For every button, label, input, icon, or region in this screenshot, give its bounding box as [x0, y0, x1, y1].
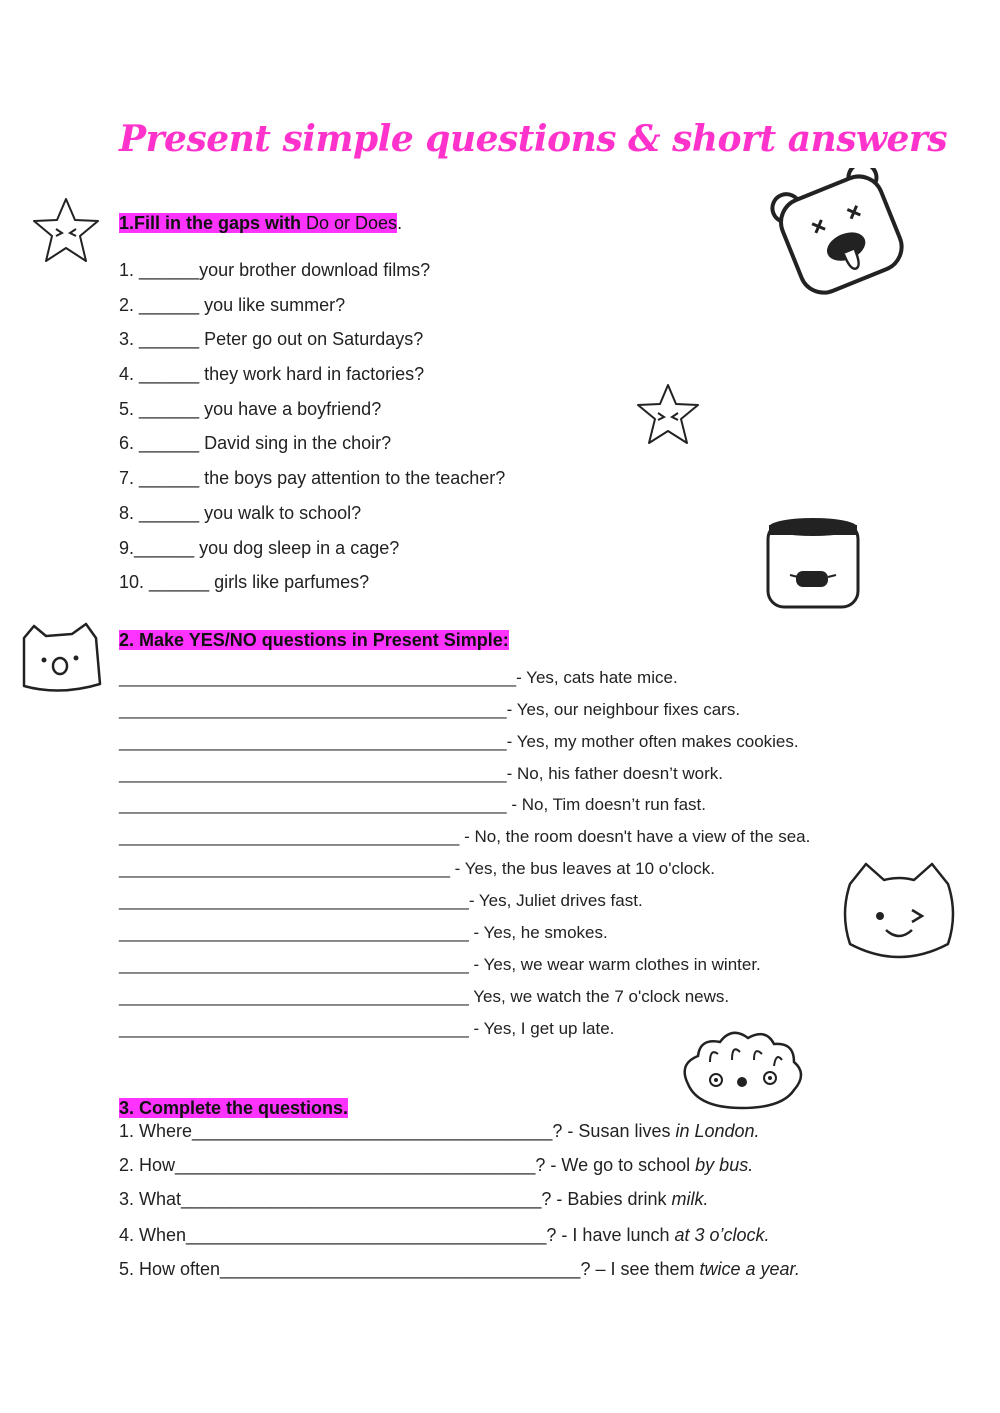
section2-heading — [119, 630, 509, 651]
answer-italic: by bus. — [695, 1155, 754, 1175]
list-item: _________________________________________- No, his father doesn’t work. — [119, 764, 724, 783]
page-title: Present simple questions & short answers — [119, 118, 948, 160]
list-item: 9.______ you dog sleep in a cage? — [119, 538, 400, 558]
list-item: 10. ______ girls like parfumes? — [119, 572, 370, 592]
list-item: _____________________________________ - Yes, he smokes. — [119, 923, 608, 942]
cloud-face-icon — [676, 1024, 810, 1116]
list-item — [119, 1121, 760, 1142]
list-item: __________________________________________- Yes, cats hate mice. — [119, 668, 678, 687]
section1-heading — [119, 213, 402, 234]
section1-heading-dot: . — [397, 213, 403, 233]
list-item: 8. ______ you walk to school? — [119, 503, 362, 523]
answer-italic: twice a year. — [699, 1259, 800, 1279]
section1-heading-highlight — [119, 213, 397, 233]
list-item: _____________________________________ Yes, we watch the 7 o'clock news. — [119, 987, 730, 1006]
list-item — [119, 1259, 800, 1280]
section1-heading-plain: Do or Does — [301, 213, 398, 233]
bear-face-icon — [770, 168, 910, 300]
list-item: 3. ______ Peter go out on Saturdays? — [119, 329, 424, 349]
star-face-icon — [28, 193, 104, 269]
list-item — [119, 1225, 770, 1246]
list-item — [119, 1155, 753, 1176]
list-item: 6. ______ David sing in the choir? — [119, 433, 392, 453]
section2-heading-highlight — [119, 630, 509, 650]
section3-heading-text: 3. Complete the questions. — [119, 1098, 349, 1118]
section3-heading — [119, 1098, 348, 1119]
jar-face-icon — [762, 515, 864, 613]
list-item: 5. ______ you have a boyfriend? — [119, 399, 382, 419]
answer-italic: at 3 o’clock. — [674, 1225, 770, 1245]
winking-cat-icon — [836, 858, 962, 970]
cat-face-icon — [14, 620, 106, 698]
list-item: _____________________________________ - Yes, I get up late. — [119, 1019, 615, 1038]
question-text: 2. How____________________________________? - We go to school — [119, 1155, 696, 1175]
list-item: _________________________________________ - No, Tim doesn’t run fast. — [119, 795, 706, 814]
list-item: ___________________________________ - Yes, the bus leaves at 10 o'clock. — [119, 859, 715, 878]
list-item: _________________________________________- Yes, my mother often makes cookies. — [119, 732, 799, 751]
list-item: _____________________________________- Yes, Juliet drives fast. — [119, 891, 643, 910]
list-item: 1. ______your brother download films? — [119, 260, 431, 280]
answer-italic: in London. — [675, 1121, 760, 1141]
section3-heading-highlight — [119, 1098, 348, 1118]
list-item: 4. ______ they work hard in factories? — [119, 364, 425, 384]
list-item: ____________________________________ - No, the room doesn't have a view of the sea. — [119, 827, 811, 846]
question-text: 1. Where____________________________________? - Susan lives — [119, 1121, 676, 1141]
list-item — [119, 1189, 708, 1210]
list-item: _____________________________________ - Yes, we wear warm clothes in winter. — [119, 955, 761, 974]
question-text: 5. How often____________________________________? – I see them — [119, 1259, 700, 1279]
list-item: _________________________________________- Yes, our neighbour fixes cars. — [119, 700, 741, 719]
list-item: 2. ______ you like summer? — [119, 295, 346, 315]
answer-italic: milk. — [671, 1189, 709, 1209]
list-item: 7. ______ the boys pay attention to the teacher? — [119, 468, 506, 488]
section1-heading-bold: 1.Fill in the gaps with — [119, 213, 302, 233]
question-text: 3. What____________________________________? - Babies drink — [119, 1189, 672, 1209]
section2-heading-text: 2. Make YES/NO questions in Present Simple: — [119, 630, 509, 650]
star-face-icon — [632, 380, 704, 450]
question-text: 4. When____________________________________? - I have lunch — [119, 1225, 675, 1245]
